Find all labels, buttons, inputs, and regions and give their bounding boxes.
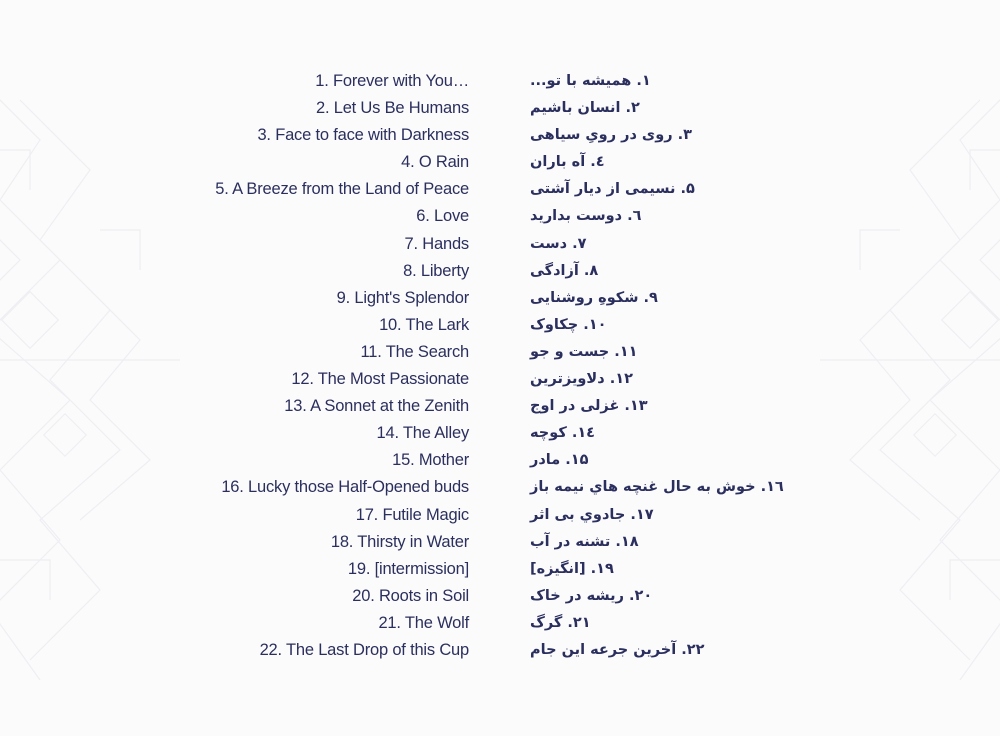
track-title-en: 15. Mother: [392, 451, 469, 470]
track-title-fa: ۷. دست: [530, 235, 587, 252]
track-title-fa: ۱۹. [انگیزه]: [530, 560, 614, 577]
track-title-en: 8. Liberty: [403, 261, 469, 280]
track-row: [0, 583, 1000, 610]
track-title-en: 7. Hands: [404, 234, 469, 253]
track-row: [0, 68, 1000, 95]
track-row: [0, 447, 1000, 474]
track-title-en: 1. Forever with You…: [315, 72, 469, 90]
track-row: [0, 420, 1000, 447]
track-title-fa: ۱۲. دلاویزترین: [530, 371, 633, 388]
track-title-fa: ۱۳. غزلی در اوج: [530, 398, 648, 415]
track-row: [0, 393, 1000, 420]
track-row: [0, 529, 1000, 556]
track-title-en: 6. Love: [416, 207, 469, 226]
track-row: [0, 258, 1000, 285]
track-row: [0, 122, 1000, 149]
track-title-en: 3. Face to face with Darkness: [257, 126, 469, 145]
track-row: [0, 610, 1000, 637]
track-title-fa: ۱۱. جست و جو: [530, 343, 638, 360]
track-row: [0, 502, 1000, 529]
track-title-fa: ۱۸. تشنه در آب: [530, 533, 639, 550]
track-title-fa: ٦. دوست بدارید: [530, 208, 642, 225]
track-row: [0, 637, 1000, 664]
track-title-fa: ۲۲. آخرین جرعه این جام: [530, 641, 705, 658]
track-row: [0, 366, 1000, 393]
track-title-en: 21. The Wolf: [378, 613, 469, 632]
track-title-fa: ۱۵. مادر: [530, 452, 589, 469]
track-row: [0, 95, 1000, 122]
track-row: [0, 285, 1000, 312]
track-title-en: 18. Thirsty in Water: [330, 532, 469, 551]
track-row: [0, 474, 1000, 501]
track-title-fa: ۳. روی در رویِ سیاهی: [530, 127, 692, 144]
track-row: [0, 176, 1000, 203]
track-title-en: 16. Lucky those Half-Opened buds: [221, 478, 469, 497]
track-title-fa: ۱٦. خوش به حال غنچه هاي نیمه باز: [530, 479, 784, 496]
track-title-en: 14. The Alley: [376, 424, 469, 443]
track-row: [0, 149, 1000, 176]
track-title-fa: ۵. نسیمی از دیار آشتی: [530, 181, 695, 198]
track-row: [0, 203, 1000, 230]
track-title-en: 12. The Most Passionate: [291, 370, 469, 389]
track-title-en: 9. Light's Splendor: [336, 288, 469, 307]
track-title-en: 17. Futile Magic: [355, 505, 469, 524]
track-title-en: 19. [intermission]: [347, 559, 469, 578]
track-title-fa: ٤. آه باران: [530, 154, 605, 171]
track-title-fa: ۸. آزادگی: [530, 262, 599, 279]
track-title-en: 10. The Lark: [379, 315, 469, 334]
track-title-fa: ۲۱. گرگ: [530, 614, 591, 631]
track-title-en: 22. The Last Drop of this Cup: [259, 640, 469, 659]
track-title-en: 11. The Search: [360, 342, 469, 361]
track-row: [0, 556, 1000, 583]
tracklist: [0, 68, 1000, 664]
track-title-fa: ۱٤. کوچه: [530, 425, 596, 442]
track-title-fa: ۹. شکوهِ روشنایی: [530, 289, 658, 306]
track-title-fa: ۲۰. ریشه در خاک: [530, 587, 653, 604]
track-title-fa: ۱. همیشه با تو...: [530, 73, 651, 89]
track-row: [0, 312, 1000, 339]
track-row: [0, 339, 1000, 366]
track-title-fa: ۲. انسان باشیم: [530, 100, 640, 117]
track-title-fa: ۱۷. جادوي بی اثر: [530, 506, 654, 523]
track-title-en: 20. Roots in Soil: [352, 586, 469, 605]
track-title-en: 4. O Rain: [401, 153, 469, 172]
track-title-fa: ۱۰. چکاوک: [530, 316, 607, 333]
track-title-en: 2. Let Us Be Humans: [315, 99, 469, 118]
track-title-en: 13. A Sonnet at the Zenith: [284, 397, 469, 416]
track-row: [0, 231, 1000, 258]
track-title-en: 5. A Breeze from the Land of Peace: [215, 180, 469, 199]
